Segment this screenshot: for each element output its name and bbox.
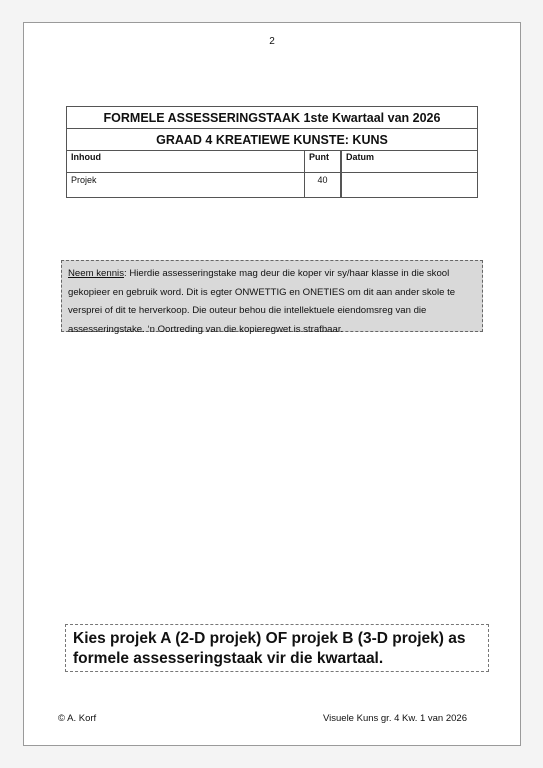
assessment-info-table xyxy=(66,106,478,198)
table-title-row xyxy=(67,107,478,129)
assessment-title: FORMELE ASSESSERINGSTAAK 1ste Kwartaal van 2026 xyxy=(67,107,478,129)
table-row xyxy=(67,173,478,198)
footer-copyright: © A. Korf xyxy=(58,713,97,724)
document-page xyxy=(23,22,521,746)
notice-text: : Hierdie assesseringstake mag deur die koper vir sy/haar klasse in die skool gekopieer en gebruik word. Dit is egter ONWETTIG en ONETIES om dit aan ander skole te versprei of dit te herverkoop. Die outeur behou die intellektuele eiendomsreg van die assesseringstake. ‘n Oortreding van die kopieregwet is strafbaar. xyxy=(68,268,456,335)
assessment-subtitle: GRAAD 4 KREATIEWE KUNSTE: KUNS xyxy=(67,129,478,151)
header-date: Datum xyxy=(341,151,478,173)
row-content: Projek xyxy=(67,173,305,198)
row-date xyxy=(341,173,478,198)
page-number: 2 xyxy=(269,36,275,47)
project-choice-instruction: Kies projek A (2-D projek) OF projek B (3-D projek) as formele assesseringstaak vir die kwartaal. xyxy=(65,624,489,672)
row-marks: 40 xyxy=(305,173,342,198)
footer-course-info: Visuele Kuns gr. 4 Kw. 1 van 2026 xyxy=(322,713,467,724)
notice-label: Neem kennis xyxy=(68,268,124,279)
copyright-notice xyxy=(61,260,483,335)
table-header-row xyxy=(67,151,478,173)
table-subtitle-row xyxy=(67,129,478,151)
header-content: Inhoud xyxy=(67,151,305,173)
header-marks: Punt xyxy=(305,151,342,173)
